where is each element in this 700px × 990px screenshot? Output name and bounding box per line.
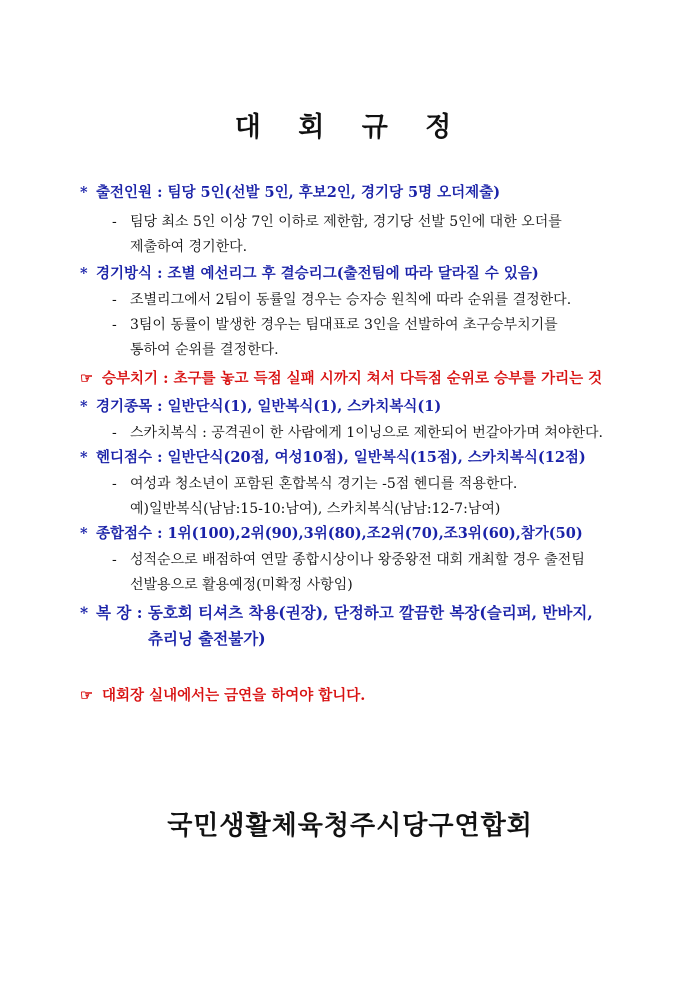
bullet-icon: * xyxy=(80,265,88,282)
points-detail-1: 성적순으로 배점하여 연말 종합시상이나 왕중왕전 대회 개최할 경우 출전팀 xyxy=(130,552,585,568)
events-heading: 경기종목 : 일반단식(1), 일반복식(1), 스카치복식(1) xyxy=(96,398,442,415)
events-detail-1: 스카치복식 : 공격권이 한 사람에게 1이닝으로 제한되어 번갈아가며 쳐야한다. xyxy=(130,425,603,441)
section-handicap xyxy=(80,448,586,468)
dash-icon: - xyxy=(112,425,117,441)
bullet-icon: * xyxy=(80,398,88,415)
points-detail xyxy=(112,550,585,570)
format-detail-3: 통하여 순위를 결정한다. xyxy=(130,342,279,358)
format-detail xyxy=(112,290,571,310)
document-title: 대 회 규 정 xyxy=(234,112,466,143)
points-heading: 종합점수 : 1위(100),2위(90),3위(80),조2위(70),조3위(60),참가(50) xyxy=(96,525,583,542)
players-detail-2: 제출하여 경기한다. xyxy=(130,239,248,255)
dress-heading-2: 츄리닝 출전불가) xyxy=(148,629,266,648)
section-events xyxy=(80,397,441,417)
players-detail-1: 팀당 최소 5인 이상 7인 이하로 제한함, 경기당 선발 5인에 대한 오더를 xyxy=(130,214,562,230)
handicap-detail xyxy=(112,474,517,494)
handicap-heading: 헨디점수 : 일반단식(20점, 여성10점), 일반복식(15점), 스카치복식(12점) xyxy=(96,449,586,466)
dash-icon: - xyxy=(112,476,117,492)
smoking-notice xyxy=(80,686,365,706)
pointing-hand-icon: ☞ xyxy=(80,370,93,387)
events-detail xyxy=(112,423,603,443)
dash-icon: - xyxy=(112,292,117,308)
pointing-hand-icon: ☞ xyxy=(80,687,93,704)
format-detail-1: 조별리그에서 2팀이 동률일 경우는 승자승 원칙에 따라 순위를 결정한다. xyxy=(130,292,572,308)
smoking-text: 대회장 실내에서는 금연을 하여야 합니다. xyxy=(102,687,366,704)
tiebreak-note xyxy=(80,369,602,389)
dress-heading: 복 장 : 동호회 티셔츠 착용(권장), 단정하고 깔끔한 복장(슬리퍼, 반바지, xyxy=(96,603,593,622)
format-detail-2: 3팀이 동률이 발생한 경우는 팀대표로 3인을 선발하여 초구승부치기를 xyxy=(130,317,558,333)
dash-icon: - xyxy=(112,552,117,568)
players-heading: 출전인원 : 팀당 5인(선발 5인, 후보2인, 경기당 5명 오더제출) xyxy=(96,184,501,201)
bullet-icon: * xyxy=(80,449,88,466)
section-format xyxy=(80,264,539,284)
handicap-detail-2: 예)일반복식(남남:15-10:남여), 스카치복식(남남:12-7:남여) xyxy=(130,501,501,517)
bullet-icon: * xyxy=(80,525,88,542)
section-dress xyxy=(80,603,593,623)
tiebreak-text: 승부치기 : 초구를 놓고 득점 실패 시까지 쳐서 다득점 순위로 승부를 가리는 것 xyxy=(102,370,603,387)
players-detail xyxy=(112,212,562,232)
section-points xyxy=(80,524,583,544)
section-players xyxy=(80,183,500,203)
handicap-detail-1: 여성과 청소년이 포함된 혼합복식 경기는 -5점 헨디를 적용한다. xyxy=(130,476,518,492)
dash-icon: - xyxy=(112,214,117,230)
dash-icon: - xyxy=(112,317,117,333)
bullet-icon: * xyxy=(80,184,88,201)
organization-name: 국민생활체육청주시당구연합회 xyxy=(167,811,533,841)
format-detail-b xyxy=(112,315,558,335)
bullet-icon: * xyxy=(80,603,89,622)
points-detail-2: 선발용으로 활용예정(미확정 사항임) xyxy=(130,577,353,593)
format-heading: 경기방식 : 조별 예선리그 후 결승리그(출전팀에 따라 달라질 수 있음) xyxy=(96,265,539,282)
